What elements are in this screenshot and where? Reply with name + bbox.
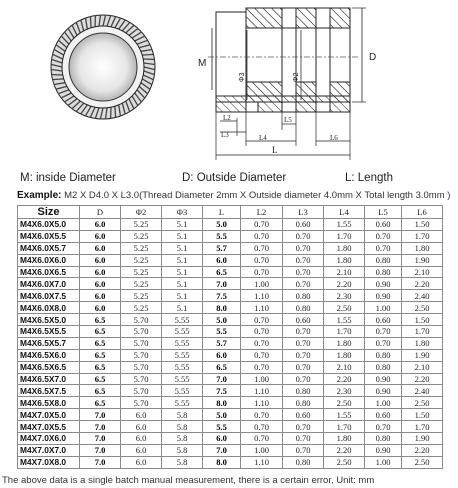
value-cell: 0.70 bbox=[283, 254, 324, 266]
label-m: M bbox=[198, 58, 207, 69]
value-cell: 6.0 bbox=[80, 302, 121, 314]
footnote: The above data is a single batch manual measurement, there is a certain error, Unit: mm bbox=[2, 475, 375, 486]
label-d: D bbox=[369, 52, 377, 63]
table-row bbox=[18, 290, 443, 302]
value-cell: 2.50 bbox=[402, 397, 443, 409]
knurl-tooth bbox=[115, 106, 116, 117]
value-cell: 0.70 bbox=[241, 314, 283, 326]
value-cell: 0.80 bbox=[283, 302, 324, 314]
value-cell: 2.20 bbox=[324, 278, 365, 290]
value-cell: 5.1 bbox=[162, 254, 203, 266]
value-cell: 1.70 bbox=[324, 421, 365, 433]
value-cell: 6.5 bbox=[80, 337, 121, 349]
value-cell: 5.70 bbox=[121, 361, 162, 373]
value-cell: 0.90 bbox=[365, 290, 402, 302]
value-cell: 6.5 bbox=[80, 397, 121, 409]
size-cell: M4X6.0X7.0 bbox=[18, 278, 80, 290]
value-cell: 5.55 bbox=[162, 314, 203, 326]
value-cell: 1.90 bbox=[402, 433, 443, 445]
value-cell: 0.70 bbox=[283, 373, 324, 385]
label-l5: L5 bbox=[284, 116, 292, 124]
value-cell: 0.70 bbox=[241, 230, 283, 242]
value-cell: 1.70 bbox=[402, 421, 443, 433]
value-cell: 5.55 bbox=[162, 373, 203, 385]
value-cell: 5.5 bbox=[203, 326, 241, 338]
value-cell: 5.8 bbox=[162, 444, 203, 456]
value-cell: 1.00 bbox=[365, 302, 402, 314]
value-cell: 8.0 bbox=[203, 456, 241, 468]
value-cell: 2.30 bbox=[324, 385, 365, 397]
value-cell: 6.0 bbox=[121, 409, 162, 421]
value-cell: 6.5 bbox=[80, 326, 121, 338]
value-cell: 6.5 bbox=[203, 361, 241, 373]
value-cell: 5.25 bbox=[121, 302, 162, 314]
value-cell: 5.55 bbox=[162, 337, 203, 349]
label-phi2: Φ2 bbox=[293, 72, 300, 82]
header-9: L6 bbox=[402, 206, 443, 219]
value-cell: 6.0 bbox=[203, 254, 241, 266]
value-cell: 5.25 bbox=[121, 242, 162, 254]
value-cell: 0.80 bbox=[365, 361, 402, 373]
value-cell: 1.70 bbox=[324, 326, 365, 338]
table-row bbox=[18, 302, 443, 314]
value-cell: 1.00 bbox=[365, 397, 402, 409]
label-l4: L4 bbox=[259, 134, 267, 142]
value-cell: 2.50 bbox=[402, 302, 443, 314]
size-cell: M4X6.0X8.0 bbox=[18, 302, 80, 314]
value-cell: 6.0 bbox=[80, 219, 121, 231]
value-cell: 6.0 bbox=[80, 242, 121, 254]
size-cell: M4X7.0X5.5 bbox=[18, 421, 80, 433]
header-2: Φ2 bbox=[121, 206, 162, 219]
value-cell: 2.10 bbox=[402, 266, 443, 278]
value-cell: 5.25 bbox=[121, 266, 162, 278]
value-cell: 1.00 bbox=[241, 278, 283, 290]
technical-drawing bbox=[0, 0, 458, 170]
dimension-legend bbox=[20, 172, 440, 184]
value-cell: 0.80 bbox=[365, 254, 402, 266]
value-cell: 2.40 bbox=[402, 385, 443, 397]
front-view bbox=[51, 15, 155, 119]
value-cell: 1.80 bbox=[324, 337, 365, 349]
value-cell: 0.80 bbox=[283, 290, 324, 302]
value-cell: 1.90 bbox=[402, 349, 443, 361]
value-cell: 6.0 bbox=[121, 456, 162, 468]
value-cell: 6.5 bbox=[80, 361, 121, 373]
value-cell: 2.20 bbox=[402, 373, 443, 385]
value-cell: 0.70 bbox=[283, 230, 324, 242]
table-row bbox=[18, 314, 443, 326]
value-cell: 6.5 bbox=[203, 266, 241, 278]
size-cell: M4X7.0X5.0 bbox=[18, 409, 80, 421]
value-cell: 5.70 bbox=[121, 385, 162, 397]
size-cell: M4X6.5X6.5 bbox=[18, 361, 80, 373]
value-cell: 2.20 bbox=[402, 444, 443, 456]
value-cell: 0.70 bbox=[241, 219, 283, 231]
value-cell: 5.70 bbox=[121, 349, 162, 361]
value-cell: 0.60 bbox=[283, 219, 324, 231]
value-cell: 1.70 bbox=[402, 230, 443, 242]
value-cell: 5.55 bbox=[162, 385, 203, 397]
value-cell: 1.00 bbox=[365, 456, 402, 468]
value-cell: 0.70 bbox=[283, 242, 324, 254]
value-cell: 5.5 bbox=[203, 421, 241, 433]
value-cell: 7.0 bbox=[203, 444, 241, 456]
value-cell: 1.50 bbox=[402, 219, 443, 231]
size-cell: M4X6.0X7.5 bbox=[18, 290, 80, 302]
value-cell: 0.80 bbox=[365, 433, 402, 445]
table-row bbox=[18, 349, 443, 361]
value-cell: 5.70 bbox=[121, 373, 162, 385]
table-row bbox=[18, 361, 443, 373]
value-cell: 6.5 bbox=[80, 314, 121, 326]
value-cell: 5.25 bbox=[121, 219, 162, 231]
value-cell: 1.70 bbox=[402, 326, 443, 338]
value-cell: 2.50 bbox=[402, 456, 443, 468]
value-cell: 5.8 bbox=[162, 409, 203, 421]
label-l: L bbox=[272, 145, 278, 155]
value-cell: 0.90 bbox=[365, 278, 402, 290]
value-cell: 7.0 bbox=[203, 373, 241, 385]
value-cell: 5.70 bbox=[121, 337, 162, 349]
value-cell: 6.0 bbox=[203, 433, 241, 445]
table-row bbox=[18, 326, 443, 338]
value-cell: 0.80 bbox=[365, 266, 402, 278]
label-phi3: Φ3 bbox=[239, 72, 246, 82]
value-cell: 8.0 bbox=[203, 397, 241, 409]
value-cell: 0.80 bbox=[283, 456, 324, 468]
value-cell: 2.50 bbox=[324, 456, 365, 468]
table-row bbox=[18, 444, 443, 456]
value-cell: 7.0 bbox=[80, 433, 121, 445]
value-cell: 1.50 bbox=[402, 409, 443, 421]
value-cell: 0.70 bbox=[241, 409, 283, 421]
value-cell: 5.0 bbox=[203, 314, 241, 326]
value-cell: 2.10 bbox=[324, 266, 365, 278]
value-cell: 0.70 bbox=[241, 337, 283, 349]
table-row bbox=[18, 421, 443, 433]
value-cell: 5.55 bbox=[162, 349, 203, 361]
value-cell: 0.60 bbox=[365, 219, 402, 231]
example-text: M2 X D4.0 X L3.0(Thread Diameter 2mm X Outside diameter 4.0mm X Total length 3.0mm ) bbox=[64, 190, 451, 201]
value-cell: 6.0 bbox=[121, 421, 162, 433]
value-cell: 2.20 bbox=[324, 444, 365, 456]
legend-m: M: inside Diameter bbox=[20, 172, 116, 184]
value-cell: 0.60 bbox=[365, 314, 402, 326]
value-cell: 0.70 bbox=[365, 337, 402, 349]
value-cell: 2.10 bbox=[402, 361, 443, 373]
value-cell: 6.0 bbox=[80, 266, 121, 278]
value-cell: 0.70 bbox=[283, 278, 324, 290]
value-cell: 5.7 bbox=[203, 337, 241, 349]
value-cell: 0.70 bbox=[283, 444, 324, 456]
value-cell: 6.0 bbox=[121, 433, 162, 445]
value-cell: 1.55 bbox=[324, 219, 365, 231]
value-cell: 5.25 bbox=[121, 290, 162, 302]
value-cell: 6.5 bbox=[80, 385, 121, 397]
value-cell: 6.0 bbox=[80, 290, 121, 302]
knurl-tooth bbox=[142, 54, 153, 55]
value-cell: 5.0 bbox=[203, 219, 241, 231]
value-cell: 0.70 bbox=[283, 337, 324, 349]
size-cell: M4X6.5X6.0 bbox=[18, 349, 80, 361]
table-row bbox=[18, 219, 443, 231]
value-cell: 0.70 bbox=[241, 266, 283, 278]
table-row bbox=[18, 433, 443, 445]
example-line bbox=[17, 190, 450, 201]
value-cell: 2.50 bbox=[324, 397, 365, 409]
value-cell: 7.0 bbox=[80, 456, 121, 468]
value-cell: 5.70 bbox=[121, 326, 162, 338]
header-size: Size bbox=[18, 206, 80, 219]
value-cell: 0.60 bbox=[365, 409, 402, 421]
value-cell: 7.0 bbox=[203, 278, 241, 290]
table-row bbox=[18, 456, 443, 468]
value-cell: 0.70 bbox=[283, 421, 324, 433]
value-cell: 1.80 bbox=[402, 337, 443, 349]
value-cell: 1.80 bbox=[324, 349, 365, 361]
value-cell: 5.1 bbox=[162, 266, 203, 278]
value-cell: 1.90 bbox=[402, 254, 443, 266]
value-cell: 1.80 bbox=[402, 242, 443, 254]
table-row bbox=[18, 397, 443, 409]
value-cell: 5.70 bbox=[121, 397, 162, 409]
header-1: D bbox=[80, 206, 121, 219]
spec-table bbox=[17, 205, 443, 469]
value-cell: 5.70 bbox=[121, 314, 162, 326]
value-cell: 0.70 bbox=[365, 230, 402, 242]
section-view bbox=[198, 8, 376, 160]
value-cell: 0.70 bbox=[365, 421, 402, 433]
value-cell: 0.70 bbox=[241, 242, 283, 254]
size-cell: M4X7.0X7.0 bbox=[18, 444, 80, 456]
value-cell: 5.1 bbox=[162, 278, 203, 290]
value-cell: 1.70 bbox=[324, 230, 365, 242]
value-cell: 0.90 bbox=[365, 385, 402, 397]
value-cell: 0.70 bbox=[241, 349, 283, 361]
value-cell: 0.60 bbox=[283, 409, 324, 421]
value-cell: 0.60 bbox=[283, 314, 324, 326]
value-cell: 2.50 bbox=[324, 302, 365, 314]
legend-l: L: Length bbox=[345, 172, 393, 184]
size-cell: M4X6.0X6.5 bbox=[18, 266, 80, 278]
table-row bbox=[18, 254, 443, 266]
header-8: L5 bbox=[365, 206, 402, 219]
size-cell: M4X6.5X8.0 bbox=[18, 397, 80, 409]
value-cell: 0.70 bbox=[283, 326, 324, 338]
value-cell: 1.50 bbox=[402, 314, 443, 326]
size-cell: M4X6.0X6.0 bbox=[18, 254, 80, 266]
table-row bbox=[18, 373, 443, 385]
value-cell: 0.80 bbox=[283, 397, 324, 409]
value-cell: 1.00 bbox=[241, 373, 283, 385]
value-cell: 0.70 bbox=[283, 349, 324, 361]
value-cell: 1.80 bbox=[324, 433, 365, 445]
value-cell: 6.0 bbox=[80, 278, 121, 290]
label-l6: L6 bbox=[330, 134, 338, 142]
value-cell: 5.1 bbox=[162, 242, 203, 254]
size-cell: M4X6.5X7.0 bbox=[18, 373, 80, 385]
value-cell: 1.10 bbox=[241, 456, 283, 468]
value-cell: 7.5 bbox=[203, 385, 241, 397]
value-cell: 1.10 bbox=[241, 302, 283, 314]
value-cell: 0.70 bbox=[365, 326, 402, 338]
value-cell: 6.0 bbox=[121, 444, 162, 456]
size-cell: M4X6.0X5.7 bbox=[18, 242, 80, 254]
size-cell: M4X6.5X5.7 bbox=[18, 337, 80, 349]
value-cell: 6.5 bbox=[80, 373, 121, 385]
value-cell: 5.1 bbox=[162, 290, 203, 302]
value-cell: 5.55 bbox=[162, 326, 203, 338]
value-cell: 5.8 bbox=[162, 433, 203, 445]
value-cell: 2.10 bbox=[324, 361, 365, 373]
value-cell: 0.70 bbox=[241, 361, 283, 373]
value-cell: 6.0 bbox=[80, 230, 121, 242]
label-l3: L3 bbox=[221, 131, 229, 139]
table-row bbox=[18, 230, 443, 242]
header-4: L bbox=[203, 206, 241, 219]
value-cell: 0.70 bbox=[241, 433, 283, 445]
table-row bbox=[18, 266, 443, 278]
value-cell: 6.5 bbox=[80, 349, 121, 361]
table-header-row bbox=[18, 206, 443, 219]
value-cell: 7.0 bbox=[80, 409, 121, 421]
value-cell: 5.55 bbox=[162, 361, 203, 373]
size-cell: M4X6.0X5.0 bbox=[18, 219, 80, 231]
value-cell: 1.10 bbox=[241, 397, 283, 409]
value-cell: 0.70 bbox=[365, 242, 402, 254]
value-cell: 0.90 bbox=[365, 444, 402, 456]
value-cell: 5.25 bbox=[121, 278, 162, 290]
label-l2: L2 bbox=[223, 114, 231, 122]
value-cell: 1.10 bbox=[241, 290, 283, 302]
value-cell: 0.70 bbox=[283, 266, 324, 278]
value-cell: 0.80 bbox=[365, 349, 402, 361]
value-cell: 5.25 bbox=[121, 254, 162, 266]
header-5: L2 bbox=[241, 206, 283, 219]
value-cell: 5.0 bbox=[203, 409, 241, 421]
value-cell: 5.5 bbox=[203, 230, 241, 242]
header-6: L3 bbox=[283, 206, 324, 219]
value-cell: 6.0 bbox=[80, 254, 121, 266]
value-cell: 2.30 bbox=[324, 290, 365, 302]
size-cell: M4X7.0X8.0 bbox=[18, 456, 80, 468]
table-row bbox=[18, 409, 443, 421]
value-cell: 0.80 bbox=[283, 385, 324, 397]
value-cell: 1.55 bbox=[324, 314, 365, 326]
value-cell: 5.1 bbox=[162, 230, 203, 242]
table-row bbox=[18, 385, 443, 397]
value-cell: 6.0 bbox=[203, 349, 241, 361]
value-cell: 0.70 bbox=[283, 433, 324, 445]
value-cell: 0.70 bbox=[241, 326, 283, 338]
value-cell: 7.0 bbox=[80, 421, 121, 433]
value-cell: 7.5 bbox=[203, 290, 241, 302]
value-cell: 0.70 bbox=[241, 421, 283, 433]
table-row bbox=[18, 242, 443, 254]
value-cell: 0.90 bbox=[365, 373, 402, 385]
value-cell: 1.80 bbox=[324, 254, 365, 266]
knurl-tooth bbox=[90, 17, 91, 28]
value-cell: 5.8 bbox=[162, 421, 203, 433]
knurl-tooth bbox=[53, 79, 64, 80]
legend-d: D: Outside Diameter bbox=[182, 172, 287, 184]
value-cell: 1.10 bbox=[241, 385, 283, 397]
value-cell: 5.7 bbox=[203, 242, 241, 254]
value-cell: 2.20 bbox=[402, 278, 443, 290]
value-cell: 5.8 bbox=[162, 456, 203, 468]
size-cell: M4X6.5X5.5 bbox=[18, 326, 80, 338]
header-7: L4 bbox=[324, 206, 365, 219]
value-cell: 5.55 bbox=[162, 397, 203, 409]
value-cell: 5.25 bbox=[121, 230, 162, 242]
value-cell: 0.70 bbox=[241, 254, 283, 266]
size-cell: M4X7.0X6.0 bbox=[18, 433, 80, 445]
value-cell: 7.0 bbox=[80, 444, 121, 456]
size-cell: M4X6.5X5.0 bbox=[18, 314, 80, 326]
value-cell: 0.70 bbox=[283, 361, 324, 373]
value-cell: 5.1 bbox=[162, 302, 203, 314]
value-cell: 1.55 bbox=[324, 409, 365, 421]
value-cell: 5.1 bbox=[162, 219, 203, 231]
value-cell: 8.0 bbox=[203, 302, 241, 314]
size-cell: M4X6.5X7.5 bbox=[18, 385, 80, 397]
header-3: Φ3 bbox=[162, 206, 203, 219]
value-cell: 1.80 bbox=[324, 242, 365, 254]
value-cell: 2.40 bbox=[402, 290, 443, 302]
table-row bbox=[18, 337, 443, 349]
size-cell: M4X6.0X5.5 bbox=[18, 230, 80, 242]
value-cell: 2.20 bbox=[324, 373, 365, 385]
value-cell: 1.00 bbox=[241, 444, 283, 456]
example-label: Example: bbox=[17, 190, 62, 201]
table-row bbox=[18, 278, 443, 290]
